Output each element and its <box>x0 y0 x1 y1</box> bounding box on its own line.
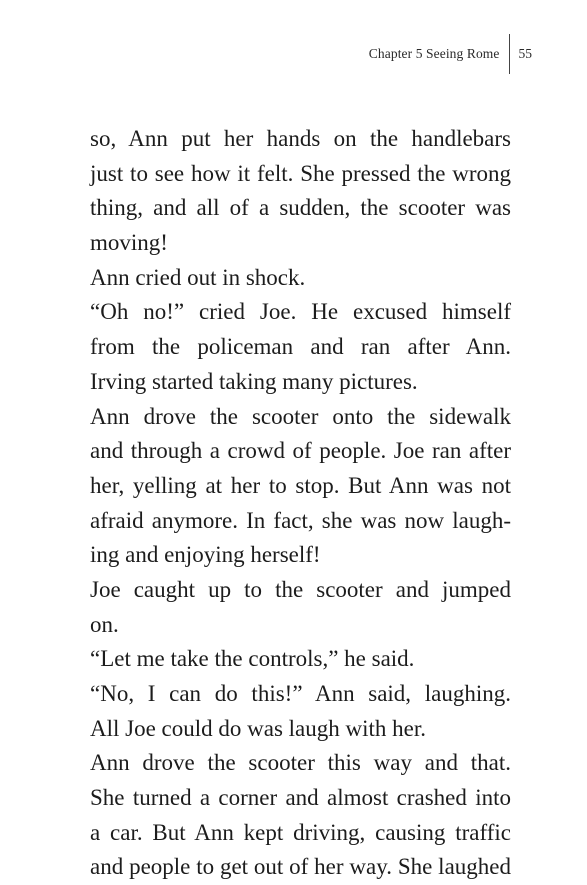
text-line: thing, and all of a sudden, the scooter was <box>90 195 511 221</box>
text-line: so, Ann put her hands on the handlebars <box>90 126 511 151</box>
text-line: She turned a corner and almost crashed into <box>90 785 511 811</box>
text-line: Ann drove the scooter onto the sidewalk <box>90 403 511 429</box>
text-line: and people to get out of her way. She laughed <box>90 854 511 880</box>
text-line: Joe caught up to the scooter and jumped <box>90 576 511 602</box>
text-line: and through a crowd of people. Joe ran after <box>90 438 511 464</box>
text-line: a car. But Ann kept driving, causing traffic <box>90 819 511 845</box>
text-line: Ann cried out in shock. <box>90 264 306 290</box>
text-line: ing and enjoying herself! <box>90 542 321 568</box>
page-number: 55 <box>518 46 532 61</box>
text-line: All Joe could do was laugh with her. <box>90 715 427 741</box>
text-line: Irving started taking many pictures. <box>90 368 418 394</box>
text-line: afraid anymore. In fact, she was now laugh- <box>90 507 511 533</box>
text-line: just to see how it felt. She pressed the wrong <box>90 160 511 186</box>
text-line: Ann drove the scooter this way and that. <box>90 750 511 776</box>
text-line: on. <box>90 611 119 637</box>
text-line: her, yelling at her to stop. But Ann was not <box>90 472 511 498</box>
text-line: “Let me take the controls,” he said. <box>90 646 415 672</box>
text-line: moving! <box>90 230 168 256</box>
body-text <box>90 122 511 885</box>
text-line: “Oh no!” cried Joe. He excused himself <box>90 299 511 325</box>
chapter-title: Chapter 5 Seeing Rome <box>368 46 500 61</box>
text-line: from the policeman and ran after Ann. <box>90 334 511 360</box>
text-line: “No, I can do this!” Ann said, laughing. <box>90 681 511 706</box>
running-head <box>369 34 532 74</box>
